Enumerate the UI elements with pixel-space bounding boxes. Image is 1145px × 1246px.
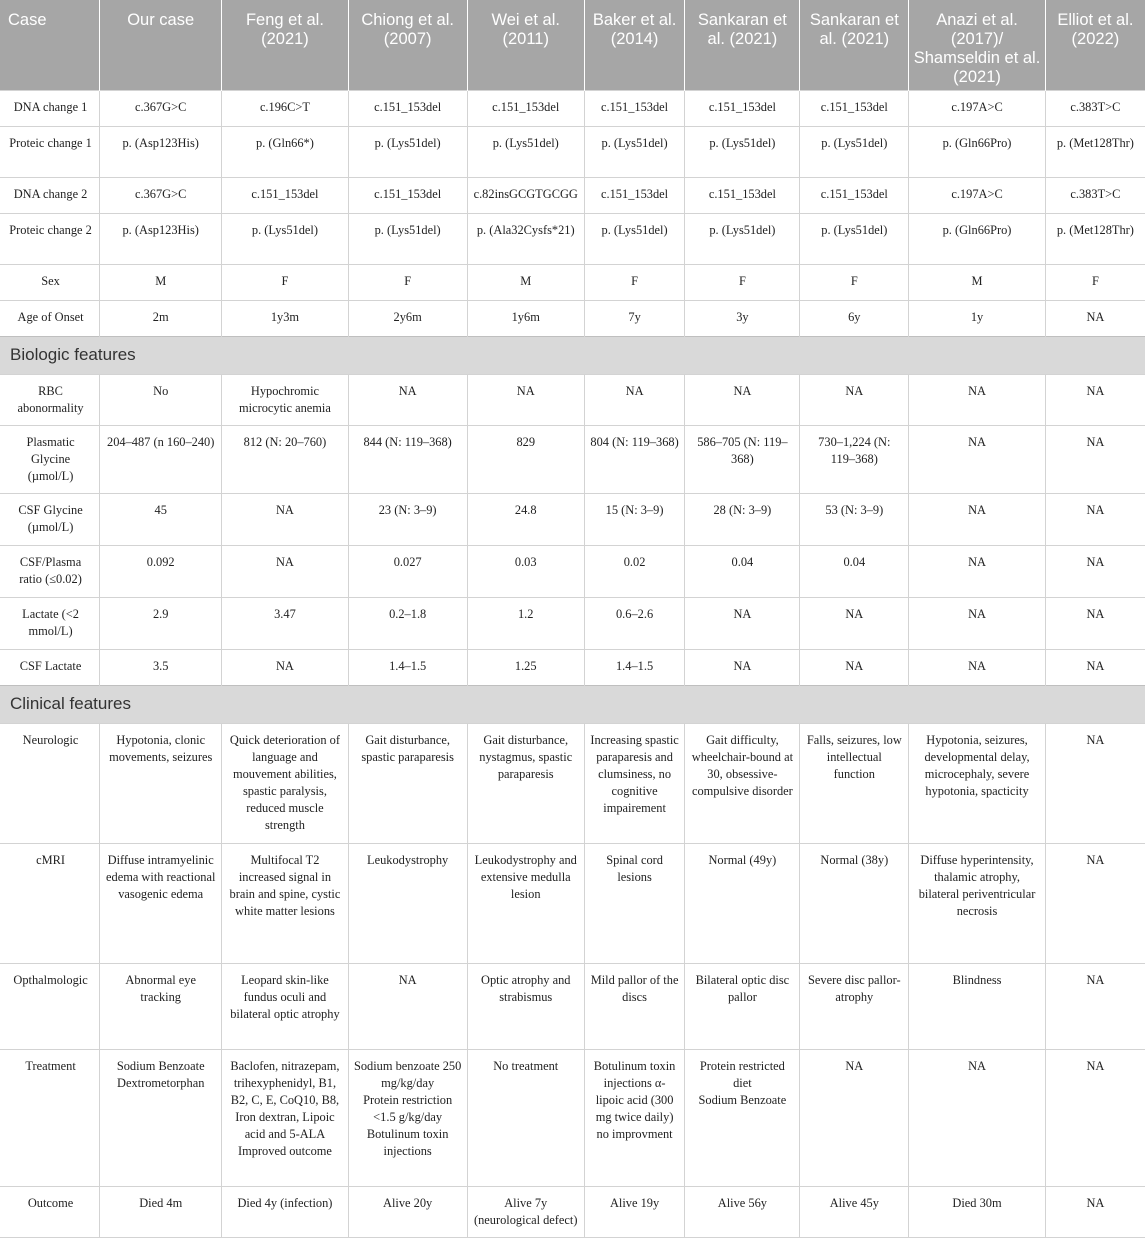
table-cell: M	[467, 264, 584, 300]
row-label: CSF Glycine (µmol/L)	[0, 493, 100, 545]
header-wei: Wei et al. (2011)	[467, 0, 584, 90]
table-cell: 45	[100, 493, 222, 545]
table-cell: 23 (N: 3–9)	[348, 493, 467, 545]
table-cell: p. (Lys51del)	[467, 126, 584, 177]
table-cell: c.367G>C	[100, 177, 222, 213]
table-cell: 204–487 (n 160–240)	[100, 425, 222, 493]
row-age-of-onset	[0, 300, 1145, 336]
table-cell: Hypotonia, seizures, developmental delay, microcephaly, severe hypotonia, spacticity	[909, 723, 1046, 843]
table-cell: 1.2	[467, 597, 584, 649]
table-cell: NA	[584, 374, 685, 425]
table-cell: NA	[1045, 723, 1145, 843]
table-cell: Alive 19y	[584, 1186, 685, 1237]
table-cell: p. (Met128Thr)	[1045, 213, 1145, 264]
table-cell: Optic atrophy and strabismus	[467, 963, 584, 1049]
row-label: Age of Onset	[0, 300, 100, 336]
table-cell: NA	[800, 597, 909, 649]
table-cell: c.197A>C	[909, 90, 1046, 126]
table-cell: Leopard skin-like fundus oculi and bilateral optic atrophy	[222, 963, 348, 1049]
row-label: Lactate (<2 mmol/L)	[0, 597, 100, 649]
header-case: Case	[0, 0, 100, 90]
table-cell: NA	[222, 649, 348, 685]
row-label: Plasmatic Glycine (µmol/L)	[0, 425, 100, 493]
header-anazi: Anazi et al. (2017)/ Shamseldin et al. (2021)	[909, 0, 1046, 90]
table-cell: 0.027	[348, 545, 467, 597]
table-cell: NA	[800, 1049, 909, 1186]
table-cell: Died 30m	[909, 1186, 1046, 1237]
section-biologic	[0, 336, 1145, 374]
table-cell: Sodium Benzoate Dextrometorphan	[100, 1049, 222, 1186]
row-csf-glycine	[0, 493, 1145, 545]
table-cell: Severe disc pallor-atrophy	[800, 963, 909, 1049]
table-cell: p. (Gln66*)	[222, 126, 348, 177]
table-cell: Baclofen, nitrazepam, trihexyphenidyl, B1, B2, C, E, CoQ10, B8, Iron dextran, Lipoic acid and 5-ALA Improved outcome	[222, 1049, 348, 1186]
table-cell: 1y	[909, 300, 1046, 336]
table-cell: Diffuse intramyelinic edema with reactional vasogenic edema	[100, 843, 222, 963]
table-cell: 0.04	[800, 545, 909, 597]
table-cell: NA	[1045, 649, 1145, 685]
section-title: Biologic features	[0, 336, 1145, 374]
table-cell: Died 4y (infection)	[222, 1186, 348, 1237]
table-cell: 1.4–1.5	[348, 649, 467, 685]
table-cell: 53 (N: 3–9)	[800, 493, 909, 545]
row-label: CSF/Plasma ratio (≤0.02)	[0, 545, 100, 597]
table-cell: NA	[909, 374, 1046, 425]
table-cell: c.383T>C	[1045, 90, 1145, 126]
table-cell: 804 (N: 119–368)	[584, 425, 685, 493]
row-label: Opthalmologic	[0, 963, 100, 1049]
table-cell: p. (Lys51del)	[800, 213, 909, 264]
table-cell: Sodium benzoate 250 mg/kg/day Protein restriction <1.5 g/kg/day Botulinum toxin injections	[348, 1049, 467, 1186]
row-label: DNA change 2	[0, 177, 100, 213]
table-cell: Normal (49y)	[685, 843, 800, 963]
table-cell: NA	[685, 649, 800, 685]
table-cell: Mild pallor of the discs	[584, 963, 685, 1049]
table-cell: 7y	[584, 300, 685, 336]
table-cell: 2.9	[100, 597, 222, 649]
table-cell: F	[348, 264, 467, 300]
table-cell: 1y6m	[467, 300, 584, 336]
table-cell: Alive 20y	[348, 1186, 467, 1237]
row-lactate	[0, 597, 1145, 649]
table-cell: 6y	[800, 300, 909, 336]
table-cell: Diffuse hyperintensity, thalamic atrophy, bilateral periventricular necrosis	[909, 843, 1046, 963]
table-cell: NA	[348, 963, 467, 1049]
row-neurologic	[0, 723, 1145, 843]
row-label: Outcome	[0, 1186, 100, 1237]
table-cell: M	[909, 264, 1046, 300]
table-cell: NA	[909, 545, 1046, 597]
table-cell: c.196C>T	[222, 90, 348, 126]
table-cell: 829	[467, 425, 584, 493]
table-cell: Alive 45y	[800, 1186, 909, 1237]
row-label: CSF Lactate	[0, 649, 100, 685]
table-cell: c.151_153del	[584, 90, 685, 126]
table-cell: p. (Ala32Cysfs*21)	[467, 213, 584, 264]
table-cell: 1.4–1.5	[584, 649, 685, 685]
table-cell: F	[584, 264, 685, 300]
table-cell: Hypochromic microcytic anemia	[222, 374, 348, 425]
table-cell: NA	[1045, 545, 1145, 597]
table-cell: 0.04	[685, 545, 800, 597]
table-cell: Botulinum toxin injections α-lipoic acid (300 mg twice daily) no improvment	[584, 1049, 685, 1186]
row-proteic-change-2	[0, 213, 1145, 264]
table-cell: Abnormal eye tracking	[100, 963, 222, 1049]
table-cell: NA	[909, 425, 1046, 493]
row-label: DNA change 1	[0, 90, 100, 126]
table-cell: c.151_153del	[800, 177, 909, 213]
table-cell: 28 (N: 3–9)	[685, 493, 800, 545]
table-cell: Blindness	[909, 963, 1046, 1049]
table-cell: p. (Lys51del)	[584, 126, 685, 177]
table-cell: NA	[909, 1049, 1046, 1186]
table-cell: p. (Met128Thr)	[1045, 126, 1145, 177]
table-cell: 24.8	[467, 493, 584, 545]
table-cell: NA	[909, 649, 1046, 685]
table-cell: NA	[1045, 843, 1145, 963]
section-title: Clinical features	[0, 685, 1145, 723]
table-cell: Normal (38y)	[800, 843, 909, 963]
row-label: Sex	[0, 264, 100, 300]
table-cell: Falls, seizures, low intellectual function	[800, 723, 909, 843]
header-sankaran-1: Sankaran et al. (2021)	[685, 0, 800, 90]
table-cell: c.151_153del	[685, 177, 800, 213]
table-cell: Hypotonia, clonic movements, seizures	[100, 723, 222, 843]
table-cell: NA	[685, 597, 800, 649]
row-proteic-change-1	[0, 126, 1145, 177]
table-cell: Quick deterioration of language and mouvement abilities, spastic paralysis, reduced muscle strength	[222, 723, 348, 843]
table-cell: Gait difficulty, wheelchair-bound at 30, obsessive-compulsive disorder	[685, 723, 800, 843]
row-cmri	[0, 843, 1145, 963]
table-cell: NA	[1045, 1049, 1145, 1186]
table-cell: NA	[1045, 425, 1145, 493]
table-cell: NA	[800, 374, 909, 425]
table-cell: NA	[222, 545, 348, 597]
table-cell: 1y3m	[222, 300, 348, 336]
row-rbc-abnormality	[0, 374, 1145, 425]
section-clinical	[0, 685, 1145, 723]
row-label: Neurologic	[0, 723, 100, 843]
table-cell: p. (Asp123His)	[100, 213, 222, 264]
table-cell: 0.02	[584, 545, 685, 597]
table-cell: c.197A>C	[909, 177, 1046, 213]
table-cell: 0.092	[100, 545, 222, 597]
header-elliot: Elliot et al. (2022)	[1045, 0, 1145, 90]
row-label: Proteic change 2	[0, 213, 100, 264]
table-cell: 2y6m	[348, 300, 467, 336]
table-cell: NA	[685, 374, 800, 425]
header-sankaran-2: Sankaran et al. (2021)	[800, 0, 909, 90]
table-cell: c.82insGCGTGCGG	[467, 177, 584, 213]
row-plasmatic-glycine	[0, 425, 1145, 493]
row-csf-plasma-ratio	[0, 545, 1145, 597]
table-cell: c.151_153del	[685, 90, 800, 126]
table-cell: Gait disturbance, nystagmus, spastic paraparesis	[467, 723, 584, 843]
table-cell: 730–1,224 (N: 119–368)	[800, 425, 909, 493]
table-cell: 1.25	[467, 649, 584, 685]
table-cell: 3y	[685, 300, 800, 336]
header-feng: Feng et al. (2021)	[222, 0, 348, 90]
table-cell: p. (Lys51del)	[685, 126, 800, 177]
table-cell: p. (Lys51del)	[348, 126, 467, 177]
table-cell: p. (Asp123His)	[100, 126, 222, 177]
header-row	[0, 0, 1145, 90]
table-cell: 844 (N: 119–368)	[348, 425, 467, 493]
table-cell: Multifocal T2 increased signal in brain and spine, cystic white matter lesions	[222, 843, 348, 963]
table-cell: c.151_153del	[348, 177, 467, 213]
header-chiong: Chiong et al. (2007)	[348, 0, 467, 90]
table-cell: c.151_153del	[348, 90, 467, 126]
table-cell: p. (Lys51del)	[348, 213, 467, 264]
table-cell: p. (Gln66Pro)	[909, 126, 1046, 177]
table-cell: 812 (N: 20–760)	[222, 425, 348, 493]
row-dna-change-2	[0, 177, 1145, 213]
table-cell: 0.6–2.6	[584, 597, 685, 649]
table-cell: NA	[467, 374, 584, 425]
table-cell: p. (Lys51del)	[222, 213, 348, 264]
header-our-case: Our case	[100, 0, 222, 90]
table-cell: 3.47	[222, 597, 348, 649]
row-opthalmologic	[0, 963, 1145, 1049]
table-cell: NA	[1045, 1186, 1145, 1237]
table-cell: 3.5	[100, 649, 222, 685]
table-cell: No treatment	[467, 1049, 584, 1186]
table-cell: Spinal cord lesions	[584, 843, 685, 963]
table-cell: c.151_153del	[467, 90, 584, 126]
table-cell: p. (Lys51del)	[584, 213, 685, 264]
row-outcome	[0, 1186, 1145, 1237]
table-cell: 15 (N: 3–9)	[584, 493, 685, 545]
table-cell: Increasing spastic paraparesis and clumsiness, no cognitive impairement	[584, 723, 685, 843]
table-cell: c.367G>C	[100, 90, 222, 126]
table-cell: NA	[1045, 493, 1145, 545]
table-cell: Leukodystrophy	[348, 843, 467, 963]
table-cell: NA	[1045, 300, 1145, 336]
table-cell: Alive 56y	[685, 1186, 800, 1237]
table-cell: c.151_153del	[800, 90, 909, 126]
table-cell: c.151_153del	[222, 177, 348, 213]
table-cell: 2m	[100, 300, 222, 336]
table-cell: Protein restricted diet Sodium Benzoate	[685, 1049, 800, 1186]
table-cell: Gait disturbance, spastic paraparesis	[348, 723, 467, 843]
table-cell: Bilateral optic disc pallor	[685, 963, 800, 1049]
header-baker: Baker et al. (2014)	[584, 0, 685, 90]
table-cell: Died 4m	[100, 1186, 222, 1237]
table-cell: Alive 7y (neurological defect)	[467, 1186, 584, 1237]
table-cell: p. (Lys51del)	[685, 213, 800, 264]
table-cell: 0.03	[467, 545, 584, 597]
table-cell: Leukodystrophy and extensive medulla lesion	[467, 843, 584, 963]
table-cell: NA	[909, 597, 1046, 649]
table-cell: 0.2–1.8	[348, 597, 467, 649]
table-cell: NA	[348, 374, 467, 425]
table-cell: NA	[1045, 597, 1145, 649]
table-cell: No	[100, 374, 222, 425]
row-dna-change-1	[0, 90, 1145, 126]
table-cell: NA	[1045, 374, 1145, 425]
table-cell: F	[1045, 264, 1145, 300]
row-csf-lactate	[0, 649, 1145, 685]
row-label: RBC abonormality	[0, 374, 100, 425]
table-cell: NA	[909, 493, 1046, 545]
row-label: cMRI	[0, 843, 100, 963]
row-label: Proteic change 1	[0, 126, 100, 177]
table-cell: p. (Lys51del)	[800, 126, 909, 177]
table-cell: NA	[1045, 963, 1145, 1049]
table-cell: M	[100, 264, 222, 300]
table-cell: F	[685, 264, 800, 300]
row-treatment	[0, 1049, 1145, 1186]
table-cell: NA	[800, 649, 909, 685]
row-label: Treatment	[0, 1049, 100, 1186]
table-cell: NA	[222, 493, 348, 545]
table-cell: c.151_153del	[584, 177, 685, 213]
table-cell: p. (Gln66Pro)	[909, 213, 1046, 264]
table-cell: c.383T>C	[1045, 177, 1145, 213]
row-sex	[0, 264, 1145, 300]
table-cell: F	[800, 264, 909, 300]
table-cell: F	[222, 264, 348, 300]
table-cell: 586–705 (N: 119–368)	[685, 425, 800, 493]
